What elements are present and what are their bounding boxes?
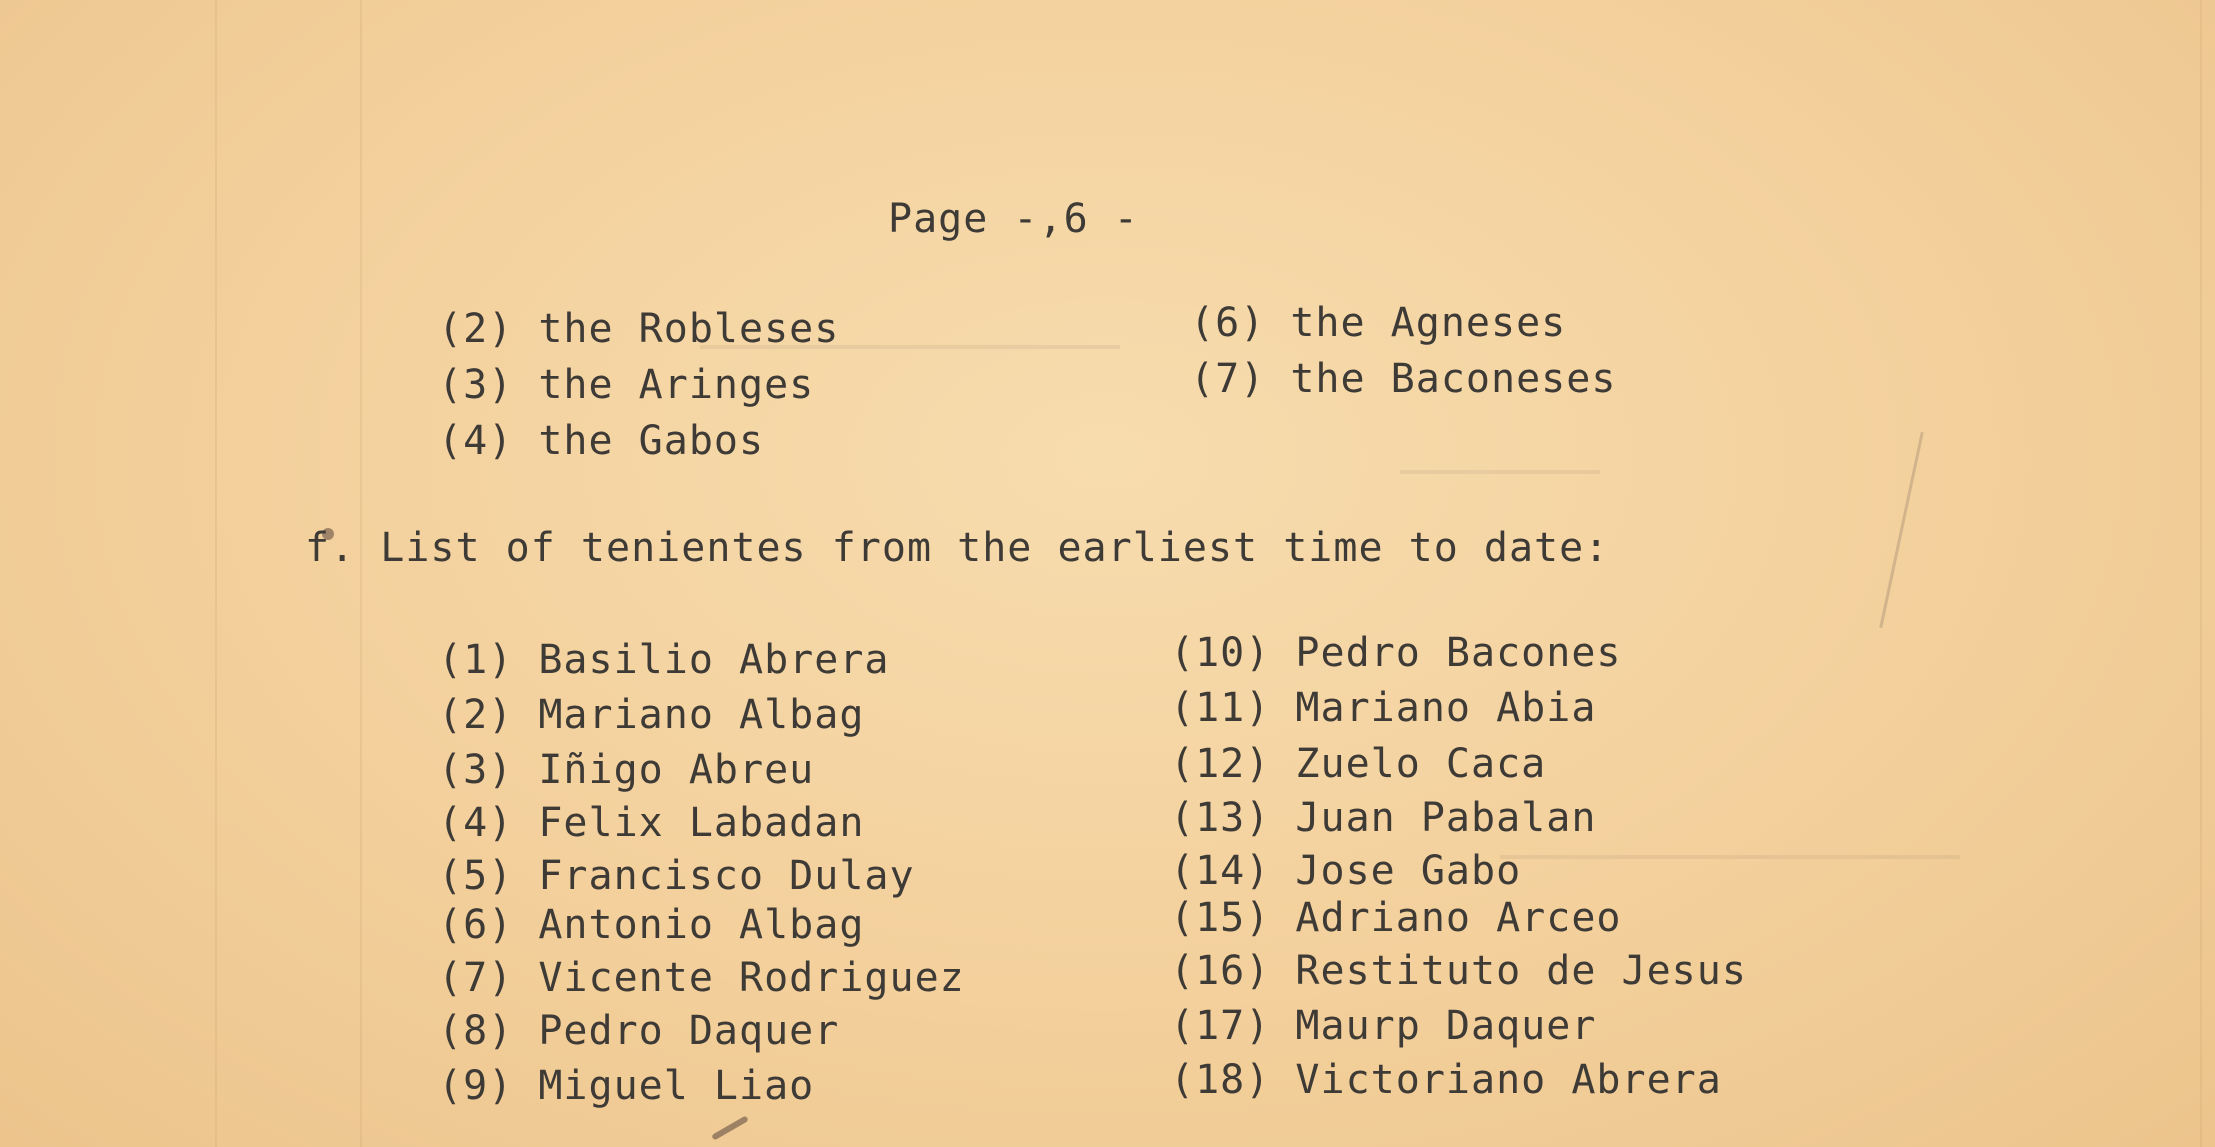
item-number: (12) — [1170, 741, 1271, 787]
teniente-name: Maurp Daquer — [1295, 1003, 1597, 1049]
bleed-through-mark — [1500, 855, 1960, 859]
teniente-name: Zuelo Caca — [1295, 741, 1547, 787]
ink-spot — [711, 1115, 749, 1140]
item-number: (7) — [1190, 356, 1266, 402]
teniente-item — [438, 692, 864, 738]
teniente-item — [438, 1063, 814, 1109]
teniente-name: Pedro Bacones — [1295, 630, 1622, 676]
teniente-item — [438, 853, 915, 899]
family-name: the Baconeses — [1290, 356, 1617, 402]
paper-fold — [360, 0, 362, 1147]
teniente-name: Juan Pabalan — [1295, 795, 1597, 841]
teniente-item — [438, 955, 965, 1001]
item-number: (7) — [438, 955, 514, 1001]
section-heading: f. List of tenientes from the earliest time to date: — [305, 525, 1610, 571]
item-number: (8) — [438, 1008, 514, 1054]
teniente-item — [438, 800, 864, 846]
item-number: (11) — [1170, 685, 1271, 731]
teniente-name: Mariano Abia — [1295, 685, 1597, 731]
teniente-name: Antonio Albag — [538, 902, 865, 948]
teniente-name: Pedro Daquer — [538, 1008, 840, 1054]
teniente-item — [438, 902, 864, 948]
family-name: the Aringes — [538, 362, 815, 408]
teniente-name: Jose Gabo — [1295, 848, 1522, 894]
item-number: (4) — [438, 800, 514, 846]
paper-fold — [2200, 0, 2202, 1147]
item-number: (3) — [438, 362, 514, 408]
teniente-item — [1170, 1057, 1722, 1103]
item-number: (9) — [438, 1063, 514, 1109]
teniente-item — [1170, 685, 1596, 731]
pencil-mark — [1879, 432, 1924, 628]
item-number: (6) — [438, 902, 514, 948]
bleed-through-mark — [1400, 470, 1600, 474]
page-number: Page -,6 - — [888, 196, 1139, 242]
item-number: (10) — [1170, 630, 1271, 676]
item-number: (13) — [1170, 795, 1271, 841]
item-number: (6) — [1190, 300, 1266, 346]
family-name: the Gabos — [538, 418, 765, 464]
item-number: (16) — [1170, 948, 1271, 994]
family-name: the Robleses — [538, 306, 840, 352]
family-item — [1190, 300, 1566, 346]
teniente-name: Felix Labadan — [538, 800, 865, 846]
teniente-name: Adriano Arceo — [1295, 895, 1622, 941]
teniente-name: Mariano Albag — [538, 692, 865, 738]
family-item — [1190, 356, 1616, 402]
teniente-name: Miguel Liao — [538, 1063, 815, 1109]
teniente-name: Francisco Dulay — [538, 853, 915, 899]
family-item — [438, 306, 839, 352]
teniente-item — [1170, 895, 1622, 941]
family-name: the Agneses — [1290, 300, 1567, 346]
teniente-item — [1170, 795, 1596, 841]
teniente-item — [1170, 741, 1546, 787]
item-number: (5) — [438, 853, 514, 899]
teniente-item — [1170, 630, 1622, 676]
teniente-item — [438, 747, 814, 793]
item-number: (18) — [1170, 1057, 1271, 1103]
teniente-item — [1170, 948, 1747, 994]
item-number: (3) — [438, 747, 514, 793]
family-item — [438, 362, 814, 408]
teniente-name: Victoriano Abrera — [1295, 1057, 1722, 1103]
teniente-item — [1170, 1003, 1596, 1049]
item-number: (4) — [438, 418, 514, 464]
teniente-name: Iñigo Abreu — [538, 747, 815, 793]
item-number: (1) — [438, 637, 514, 683]
family-item — [438, 418, 764, 464]
paper-fold — [215, 0, 217, 1147]
teniente-name: Restituto de Jesus — [1295, 948, 1747, 994]
item-number: (2) — [438, 306, 514, 352]
teniente-item — [1170, 848, 1521, 894]
item-number: (14) — [1170, 848, 1271, 894]
teniente-item — [438, 1008, 839, 1054]
teniente-name: Vicente Rodriguez — [538, 955, 965, 1001]
teniente-name: Basilio Abrera — [538, 637, 890, 683]
item-number: (15) — [1170, 895, 1271, 941]
item-number: (17) — [1170, 1003, 1271, 1049]
teniente-item — [438, 637, 890, 683]
item-number: (2) — [438, 692, 514, 738]
